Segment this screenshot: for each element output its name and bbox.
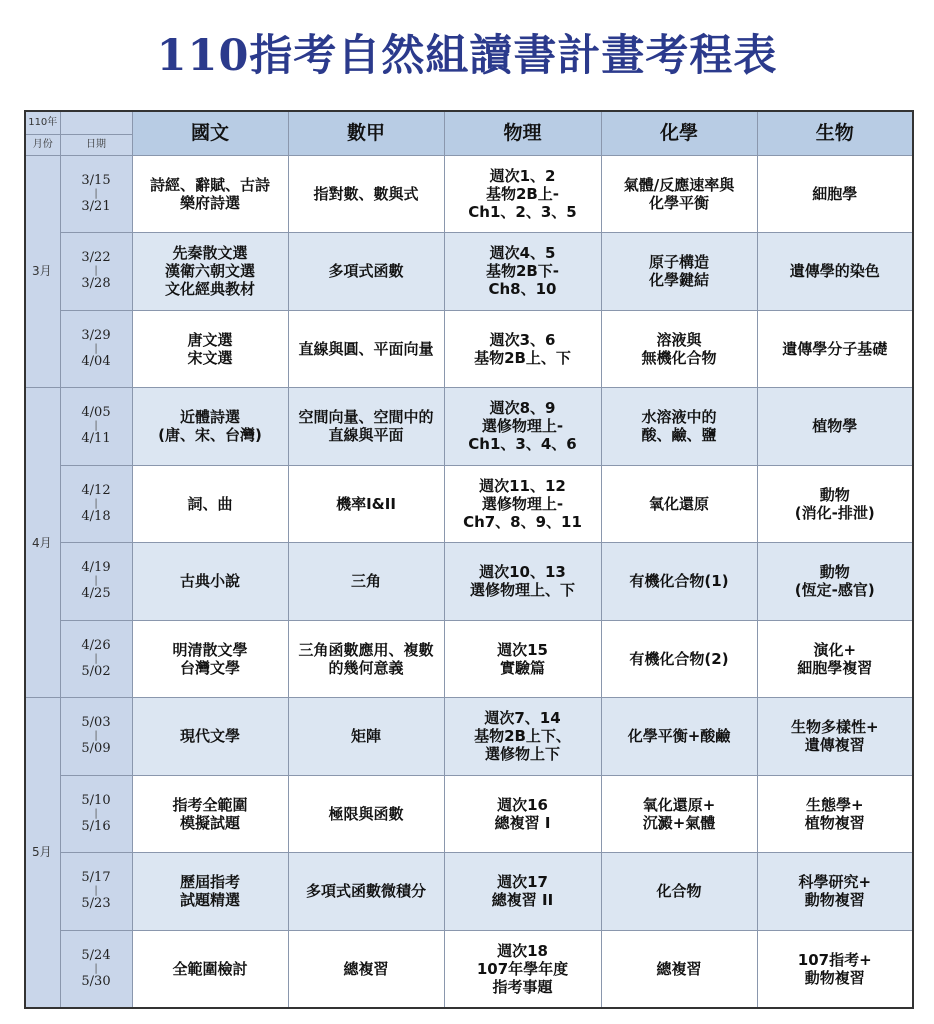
date-range-cell	[60, 233, 132, 311]
plan-cell-line: 唐文選	[187, 330, 233, 349]
plan-cell-math	[288, 310, 444, 388]
plan-cell-math	[288, 853, 444, 931]
plan-cell-line: 動物複習	[804, 968, 865, 987]
plan-cell-line: 沉澱+氣體	[642, 813, 716, 832]
plan-cell-line: 古典小說	[179, 572, 240, 591]
plan-cell-chinese	[132, 155, 288, 233]
subject-header-biology: 生物	[757, 111, 913, 155]
plan-cell-line: Ch8、10	[488, 280, 557, 299]
plan-cell-line: 無機化合物	[641, 348, 717, 367]
plan-cell-chinese	[132, 543, 288, 621]
plan-cell-physics	[444, 155, 601, 233]
date-range-cell	[60, 465, 132, 543]
plan-cell-line: 先秦散文選	[172, 244, 248, 263]
month-cell: 5月	[25, 698, 60, 1008]
plan-cell-physics	[444, 310, 601, 388]
date-end: 4/04	[81, 353, 111, 369]
plan-cell-line: 化合物	[656, 882, 702, 901]
date-separator: |	[94, 420, 98, 432]
plan-cell-line: 歷屆指考	[179, 873, 240, 892]
plan-cell-line: 遺傳複習	[804, 736, 865, 755]
plan-cell-biology	[757, 388, 913, 466]
plan-cell-line: (恆定-感官)	[794, 581, 875, 600]
plan-cell-line: 動物	[819, 563, 850, 582]
plan-cell-math	[288, 620, 444, 698]
table-row	[25, 775, 913, 853]
plan-cell-line: 三角函數應用、複數	[298, 640, 434, 659]
date-end: 3/28	[81, 276, 111, 292]
plan-cell-physics	[444, 543, 601, 621]
plan-cell-line: 直線與平面	[328, 426, 404, 445]
date-range-cell	[60, 155, 132, 233]
plan-cell-physics	[444, 388, 601, 466]
table-row	[25, 698, 913, 776]
plan-cell-line: 樂府詩選	[179, 193, 240, 212]
plan-cell-chinese	[132, 698, 288, 776]
date-separator: |	[94, 652, 98, 664]
plan-cell-math	[288, 543, 444, 621]
plan-cell-chemistry	[601, 155, 757, 233]
plan-cell-chemistry	[601, 698, 757, 776]
date-range-cell	[60, 543, 132, 621]
plan-cell-math	[288, 388, 444, 466]
date-start: 4/12	[81, 482, 111, 498]
plan-cell-line: 總複習 II	[491, 891, 554, 910]
date-range-cell	[60, 620, 132, 698]
subject-header-physics: 物理	[444, 111, 601, 155]
plan-cell-line: 107指考+	[797, 950, 872, 969]
date-separator: |	[94, 497, 98, 509]
plan-cell-math	[288, 698, 444, 776]
month-label: 月份	[25, 134, 60, 155]
table-row	[25, 620, 913, 698]
plan-cell-line: 原子構造	[648, 253, 709, 272]
plan-cell-line: 選修物理上-	[481, 417, 564, 436]
plan-cell-line: 實驗篇	[499, 658, 545, 677]
plan-cell-chemistry	[601, 853, 757, 931]
subject-header-chinese: 國文	[132, 111, 288, 155]
plan-cell-chemistry	[601, 930, 757, 1008]
study-plan-table	[24, 110, 914, 1009]
plan-cell-line: 週次7、14	[484, 709, 561, 728]
plan-cell-line: 極限與函數	[328, 804, 404, 823]
plan-cell-line: 氧化還原+	[642, 795, 716, 814]
plan-cell-line: Ch1、2、3、5	[468, 202, 577, 221]
plan-cell-chinese	[132, 388, 288, 466]
plan-cell-physics	[444, 233, 601, 311]
date-label: 日期	[60, 134, 132, 155]
plan-cell-line: 週次3、6	[489, 330, 556, 349]
date-start: 5/10	[81, 792, 111, 808]
plan-cell-line: 植物複習	[804, 813, 865, 832]
date-range-cell	[60, 775, 132, 853]
date-end: 5/09	[81, 741, 111, 757]
month-cell: 4月	[25, 388, 60, 698]
title-year: 110	[156, 31, 250, 81]
plan-cell-line: 週次8、9	[489, 399, 556, 418]
table-row	[25, 465, 913, 543]
plan-cell-biology	[757, 155, 913, 233]
plan-cell-line: 指考事題	[492, 977, 553, 996]
plan-cell-line: 化學平衡+酸鹼	[627, 727, 731, 746]
plan-cell-chemistry	[601, 388, 757, 466]
plan-cell-chinese	[132, 310, 288, 388]
plan-cell-line: 三角	[350, 572, 381, 591]
date-end: 5/30	[81, 973, 111, 989]
date-start: 4/19	[81, 560, 111, 576]
plan-cell-line: 動物複習	[804, 891, 865, 910]
plan-cell-biology	[757, 233, 913, 311]
year-label: 110年	[25, 111, 60, 134]
plan-cell-line: 週次11、12	[479, 476, 566, 495]
title-text: 指考自然組讀書計畫考程表	[249, 31, 778, 81]
plan-cell-chinese	[132, 620, 288, 698]
plan-cell-line: 遺傳學分子基礎	[782, 339, 888, 358]
plan-cell-line: 水溶液中的	[641, 408, 717, 427]
plan-cell-line: 直線與圓、平面向量	[298, 339, 434, 358]
plan-cell-line: 近體詩選	[179, 408, 240, 427]
plan-cell-biology	[757, 930, 913, 1008]
plan-cell-line: 機率I&II	[336, 494, 396, 513]
plan-cell-line: (消化-排泄)	[794, 503, 875, 522]
date-separator: |	[94, 575, 98, 587]
plan-cell-line: 漢衛六朝文選	[164, 262, 255, 281]
plan-cell-biology	[757, 775, 913, 853]
plan-cell-line: 基物2B上下、	[474, 727, 571, 746]
plan-cell-line: 的幾何意義	[328, 658, 404, 677]
plan-cell-line: 氣體/反應速率與	[623, 175, 735, 194]
plan-cell-line: 矩陣	[350, 727, 381, 746]
plan-cell-chinese	[132, 930, 288, 1008]
date-separator: |	[94, 342, 98, 354]
plan-cell-biology	[757, 465, 913, 543]
date-end: 5/23	[81, 896, 111, 912]
plan-cell-biology	[757, 543, 913, 621]
plan-cell-math	[288, 233, 444, 311]
date-separator: |	[94, 265, 98, 277]
plan-cell-line: 選修物上下	[484, 745, 560, 764]
plan-cell-chinese	[132, 775, 288, 853]
plan-cell-line: 基物2B上-	[485, 184, 560, 203]
plan-cell-line: 生物多樣性+	[790, 718, 879, 737]
plan-cell-line: 溶液與	[656, 330, 702, 349]
plan-cell-math	[288, 155, 444, 233]
date-start: 4/26	[81, 637, 111, 653]
date-separator: |	[94, 962, 98, 974]
plan-cell-line: 模擬試題	[179, 813, 240, 832]
plan-cell-biology	[757, 853, 913, 931]
plan-cell-line: 宋文選	[187, 348, 233, 367]
plan-cell-chemistry	[601, 310, 757, 388]
plan-cell-line: (唐、宋、台灣)	[158, 426, 262, 445]
plan-cell-physics	[444, 930, 601, 1008]
plan-cell-line: 文化經典教材	[164, 280, 255, 299]
plan-cell-line: 週次1、2	[489, 166, 556, 185]
plan-cell-chemistry	[601, 620, 757, 698]
plan-cell-line: 化學鍵結	[648, 271, 709, 290]
plan-cell-chinese	[132, 233, 288, 311]
plan-cell-line: 週次4、5	[489, 244, 556, 263]
date-end: 5/02	[81, 663, 111, 679]
plan-cell-physics	[444, 698, 601, 776]
plan-cell-math	[288, 930, 444, 1008]
plan-cell-line: 總複習	[343, 959, 389, 978]
table-row	[25, 543, 913, 621]
plan-cell-line: 週次18	[497, 941, 548, 960]
date-start: 5/17	[81, 870, 111, 886]
plan-cell-line: 試題精選	[179, 891, 240, 910]
table-row	[25, 853, 913, 931]
plan-cell-line: 總複習	[656, 959, 702, 978]
date-end: 3/21	[81, 198, 111, 214]
year-blank	[60, 111, 132, 134]
plan-cell-math	[288, 465, 444, 543]
plan-cell-biology	[757, 620, 913, 698]
plan-cell-line: 化學平衡	[648, 193, 709, 212]
plan-cell-line: 生態學+	[805, 795, 864, 814]
plan-cell-physics	[444, 620, 601, 698]
plan-cell-chemistry	[601, 775, 757, 853]
plan-cell-line: 詩經、辭賦、古詩	[149, 175, 270, 194]
plan-cell-physics	[444, 853, 601, 931]
plan-cell-line: 多項式函數	[328, 262, 404, 281]
plan-cell-line: 107年學年度	[476, 959, 569, 978]
table-row	[25, 310, 913, 388]
plan-cell-line: 遺傳學的染色	[789, 262, 880, 281]
plan-cell-line: 演化+	[813, 640, 857, 659]
subject-header-math: 數甲	[288, 111, 444, 155]
plan-cell-line: 週次10、13	[479, 563, 566, 582]
plan-cell-line: 氧化還原	[648, 494, 709, 513]
date-start: 5/24	[81, 947, 111, 963]
plan-cell-line: 多項式函數微積分	[305, 882, 426, 901]
plan-cell-chemistry	[601, 233, 757, 311]
plan-cell-line: 酸、鹼、鹽	[641, 426, 717, 445]
plan-cell-line: 週次15	[497, 640, 548, 659]
plan-cell-line: 明清散文學	[172, 640, 248, 659]
plan-cell-line: Ch1、3、4、6	[468, 435, 577, 454]
plan-cell-line: 空間向量、空間中的	[298, 408, 434, 427]
date-start: 3/15	[81, 172, 111, 188]
date-end: 5/16	[81, 818, 111, 834]
plan-cell-line: 選修物理上-	[481, 494, 564, 513]
table-row	[25, 388, 913, 466]
plan-cell-physics	[444, 775, 601, 853]
plan-cell-line: 植物學	[812, 417, 858, 436]
plan-cell-line: 細胞學	[812, 184, 858, 203]
plan-cell-chinese	[132, 853, 288, 931]
plan-cell-line: Ch7、8、9、11	[463, 512, 582, 531]
date-start: 3/22	[81, 250, 111, 266]
plan-cell-line: 科學研究+	[798, 873, 872, 892]
plan-cell-biology	[757, 310, 913, 388]
date-end: 4/25	[81, 586, 111, 602]
plan-cell-line: 有機化合物(1)	[629, 572, 729, 591]
table-row	[25, 233, 913, 311]
plan-cell-line: 台灣文學	[179, 658, 240, 677]
plan-cell-line: 指對數、數與式	[313, 184, 419, 203]
date-separator: |	[94, 807, 98, 819]
plan-cell-line: 週次16	[497, 795, 548, 814]
date-separator: |	[94, 730, 98, 742]
plan-cell-math	[288, 775, 444, 853]
date-range-cell	[60, 310, 132, 388]
table-row	[25, 930, 913, 1008]
plan-cell-line: 全範圍檢討	[172, 959, 248, 978]
date-range-cell	[60, 698, 132, 776]
date-range-cell	[60, 388, 132, 466]
plan-cell-line: 現代文學	[179, 727, 240, 746]
date-range-cell	[60, 853, 132, 931]
plan-cell-line: 基物2B上、下	[474, 348, 571, 367]
plan-cell-line: 總複習 I	[494, 813, 551, 832]
month-cell: 3月	[25, 155, 60, 388]
plan-cell-line: 有機化合物(2)	[629, 649, 729, 668]
subject-header-chemistry: 化學	[601, 111, 757, 155]
date-start: 3/29	[81, 327, 111, 343]
date-separator: |	[94, 187, 98, 199]
plan-cell-line: 選修物理上、下	[469, 581, 575, 600]
plan-cell-line: 動物	[819, 485, 850, 504]
plan-cell-physics	[444, 465, 601, 543]
plan-cell-chinese	[132, 465, 288, 543]
date-separator: |	[94, 885, 98, 897]
plan-cell-chemistry	[601, 543, 757, 621]
plan-cell-line: 基物2B下-	[485, 262, 560, 281]
date-end: 4/18	[81, 508, 111, 524]
plan-cell-chemistry	[601, 465, 757, 543]
plan-cell-line: 指考全範圍	[172, 795, 248, 814]
table-row	[25, 155, 913, 233]
plan-cell-line: 週次17	[497, 873, 548, 892]
plan-cell-line: 詞、曲	[187, 494, 233, 513]
date-start: 4/05	[81, 405, 111, 421]
date-range-cell	[60, 930, 132, 1008]
plan-cell-biology	[757, 698, 913, 776]
date-end: 4/11	[81, 431, 111, 447]
date-start: 5/03	[81, 715, 111, 731]
page-title	[0, 22, 934, 83]
plan-cell-line: 細胞學複習	[797, 658, 873, 677]
